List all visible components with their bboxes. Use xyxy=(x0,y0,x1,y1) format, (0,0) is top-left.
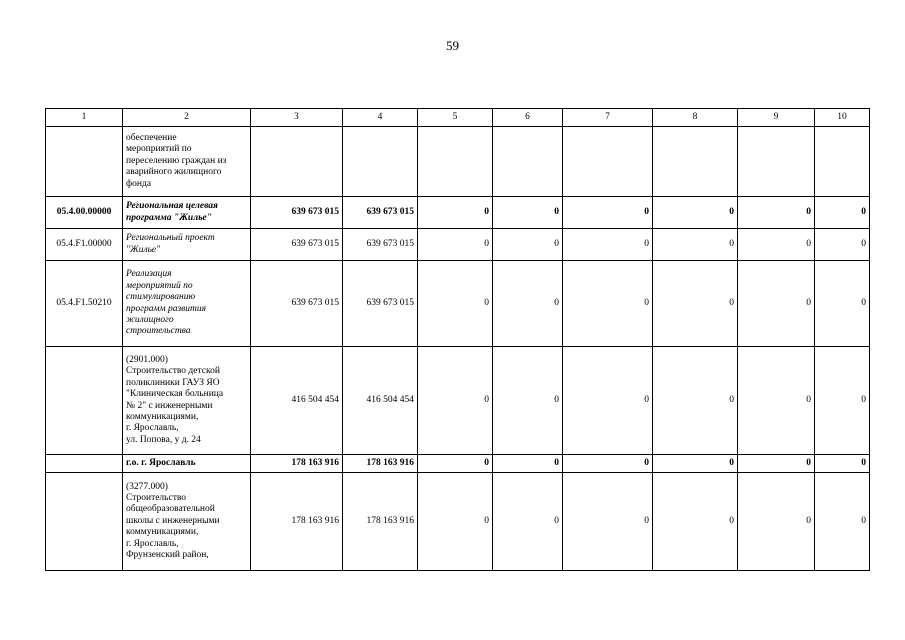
row-value-cell: 639 673 015 xyxy=(343,261,418,347)
row-value-cell: 0 xyxy=(815,347,870,455)
table-row xyxy=(46,347,870,455)
row-value-cell: 0 xyxy=(738,455,815,473)
row-value-cell xyxy=(418,127,493,197)
page-number: 59 xyxy=(446,38,459,53)
row-value-cell xyxy=(653,127,738,197)
row-name-cell: (2901.000) Строительство детской поликлиники ГАУЗ ЯО "Клиническая больница № 2" с инженерными коммуникациями, г. Ярославль, ул. Попова, у д. 24 xyxy=(123,347,251,455)
row-value-cell: 178 163 916 xyxy=(251,473,343,571)
row-value-cell: 0 xyxy=(563,473,653,571)
row-value-cell: 639 673 015 xyxy=(251,261,343,347)
row-value-cell: 0 xyxy=(563,455,653,473)
header-cell: 8 xyxy=(653,109,738,127)
row-value-cell: 0 xyxy=(563,347,653,455)
row-value-cell: 0 xyxy=(493,261,563,347)
row-value-cell: 0 xyxy=(493,347,563,455)
row-value-cell: 178 163 916 xyxy=(251,455,343,473)
header-cell: 3 xyxy=(251,109,343,127)
row-value-cell: 0 xyxy=(653,473,738,571)
row-value-cell: 0 xyxy=(653,347,738,455)
header-cell: 2 xyxy=(123,109,251,127)
row-value-cell xyxy=(343,127,418,197)
table-row xyxy=(46,197,870,229)
table-row xyxy=(46,473,870,571)
row-value-cell: 0 xyxy=(493,197,563,229)
table-row xyxy=(46,261,870,347)
row-value-cell: 639 673 015 xyxy=(251,229,343,261)
row-value-cell: 0 xyxy=(815,455,870,473)
row-value-cell xyxy=(738,127,815,197)
row-value-cell xyxy=(815,127,870,197)
header-cell: 9 xyxy=(738,109,815,127)
row-value-cell: 0 xyxy=(418,229,493,261)
row-name-cell: г.о. г. Ярославль xyxy=(123,455,251,473)
row-code-cell: 05.4.F1.00000 xyxy=(46,229,123,261)
row-value-cell: 0 xyxy=(738,473,815,571)
row-value-cell: 0 xyxy=(815,261,870,347)
row-value-cell: 639 673 015 xyxy=(343,197,418,229)
row-value-cell xyxy=(493,127,563,197)
header-cell: 5 xyxy=(418,109,493,127)
row-value-cell: 0 xyxy=(563,261,653,347)
row-value-cell: 178 163 916 xyxy=(343,473,418,571)
row-value-cell: 0 xyxy=(653,197,738,229)
row-value-cell: 0 xyxy=(738,261,815,347)
row-name-cell: Реализация мероприятий по стимулированию программ развития жилищного строительства xyxy=(123,261,251,347)
row-value-cell: 0 xyxy=(738,197,815,229)
table-row xyxy=(46,127,870,197)
row-value-cell: 0 xyxy=(563,229,653,261)
row-value-cell: 0 xyxy=(815,473,870,571)
row-value-cell: 0 xyxy=(418,347,493,455)
table-row xyxy=(46,455,870,473)
row-value-cell: 0 xyxy=(815,229,870,261)
header-cell: 7 xyxy=(563,109,653,127)
row-value-cell xyxy=(563,127,653,197)
row-value-cell: 0 xyxy=(653,261,738,347)
row-value-cell: 639 673 015 xyxy=(251,197,343,229)
row-value-cell: 0 xyxy=(418,261,493,347)
row-value-cell xyxy=(251,127,343,197)
header-cell: 6 xyxy=(493,109,563,127)
row-value-cell: 0 xyxy=(738,229,815,261)
row-value-cell: 0 xyxy=(418,473,493,571)
row-value-cell: 178 163 916 xyxy=(343,455,418,473)
row-value-cell: 0 xyxy=(418,455,493,473)
row-value-cell: 416 504 454 xyxy=(343,347,418,455)
row-code-cell xyxy=(46,347,123,455)
row-code-cell: 05.4.00.00000 xyxy=(46,197,123,229)
row-name-cell: (3277.000) Строительство общеобразовательной школы с инженерными коммуникациями, г. Ярославль, Фрунзенский район, xyxy=(123,473,251,571)
row-value-cell: 0 xyxy=(738,347,815,455)
header-cell: 4 xyxy=(343,109,418,127)
row-value-cell: 0 xyxy=(563,197,653,229)
header-row xyxy=(46,109,870,127)
row-code-cell xyxy=(46,473,123,571)
row-code-cell: 05.4.F1.50210 xyxy=(46,261,123,347)
table-row xyxy=(46,229,870,261)
row-value-cell: 0 xyxy=(493,473,563,571)
row-name-cell: обеспечение мероприятий по переселению граждан из аварийного жилищного фонда xyxy=(123,127,251,197)
budget-table xyxy=(45,108,870,571)
row-value-cell: 0 xyxy=(493,455,563,473)
row-value-cell: 0 xyxy=(653,229,738,261)
row-value-cell: 0 xyxy=(493,229,563,261)
header-cell: 1 xyxy=(46,109,123,127)
row-value-cell: 0 xyxy=(418,197,493,229)
row-name-cell: Региональный проект "Жилье" xyxy=(123,229,251,261)
row-value-cell: 416 504 454 xyxy=(251,347,343,455)
row-code-cell xyxy=(46,127,123,197)
row-code-cell xyxy=(46,455,123,473)
header-cell: 10 xyxy=(815,109,870,127)
row-value-cell: 0 xyxy=(653,455,738,473)
row-name-cell: Региональная целевая программа "Жилье" xyxy=(123,197,251,229)
table-body xyxy=(46,127,870,571)
row-value-cell: 639 673 015 xyxy=(343,229,418,261)
row-value-cell: 0 xyxy=(815,197,870,229)
